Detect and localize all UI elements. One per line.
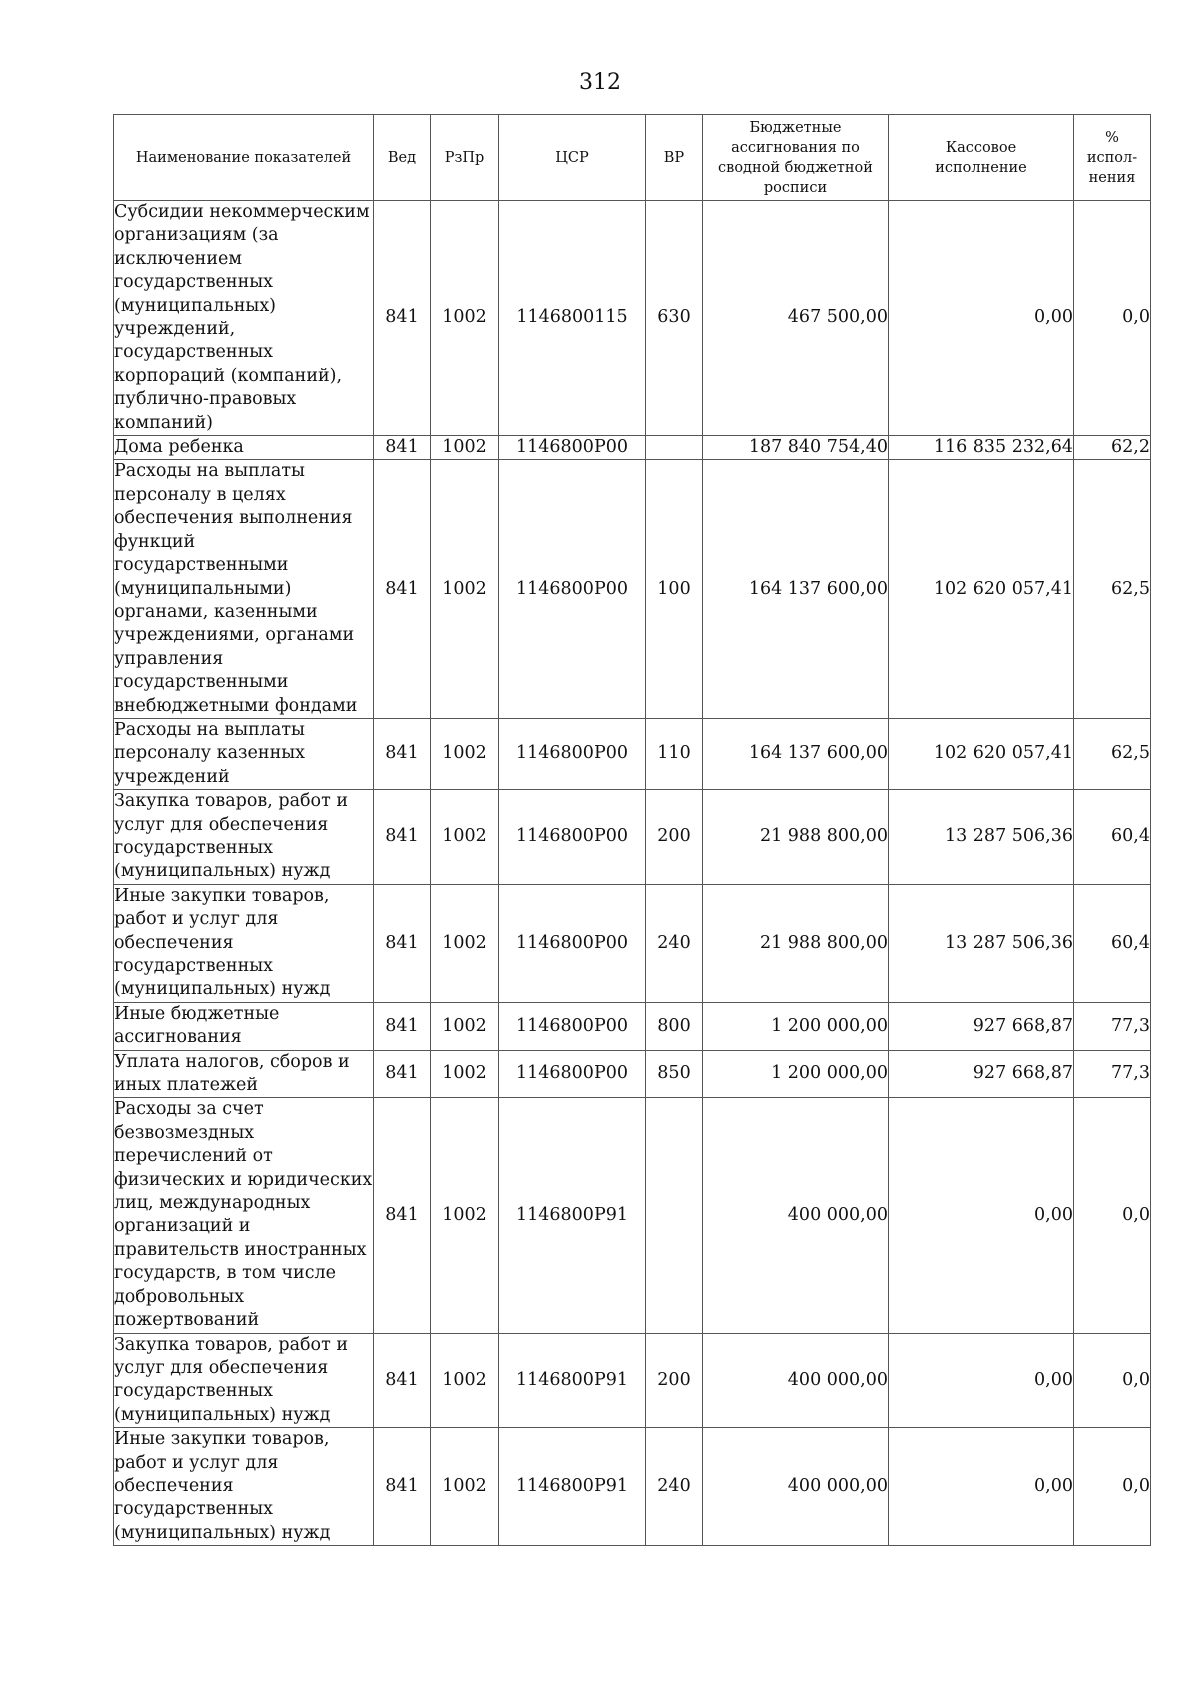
cell-vr: 200 (646, 1333, 703, 1428)
budget-execution-table (113, 114, 1151, 1546)
cell-rzpr: 1002 (431, 436, 499, 460)
table-row (114, 436, 1151, 460)
cell-rzpr: 1002 (431, 460, 499, 718)
cell-ved: 841 (374, 1002, 431, 1050)
cell-ved: 841 (374, 718, 431, 789)
cell-ved: 841 (374, 436, 431, 460)
cell-rzpr: 1002 (431, 1428, 499, 1546)
table-row (114, 718, 1151, 789)
cell-assigned: 187 840 754,40 (703, 436, 889, 460)
header-rzpr: РзПр (431, 115, 499, 201)
cell-vr (646, 1098, 703, 1333)
cell-ved: 841 (374, 1333, 431, 1428)
cell-executed: 0,00 (889, 1428, 1074, 1546)
cell-percent: 0,0 (1074, 1098, 1151, 1333)
table-row (114, 790, 1151, 885)
cell-rzpr: 1002 (431, 1098, 499, 1333)
cell-csr: 1146800115 (499, 201, 646, 436)
cell-rzpr: 1002 (431, 1002, 499, 1050)
cell-percent: 0,0 (1074, 201, 1151, 436)
page-number: 312 (579, 70, 621, 95)
cell-percent: 77,3 (1074, 1050, 1151, 1098)
table-row (114, 1050, 1151, 1098)
cell-assigned: 21 988 800,00 (703, 884, 889, 1002)
cell-csr: 1146800Р91 (499, 1428, 646, 1546)
cell-vr: 200 (646, 790, 703, 885)
table-row (114, 1002, 1151, 1050)
cell-name: Расходы за счет безвозмездных перечислений от физических и юридических лиц, международных организаций и правительств иностранных государств, в том числе добровольных пожертвований (114, 1098, 374, 1333)
cell-assigned: 467 500,00 (703, 201, 889, 436)
cell-rzpr: 1002 (431, 884, 499, 1002)
table-header (114, 115, 1151, 201)
cell-assigned: 1 200 000,00 (703, 1002, 889, 1050)
cell-vr: 630 (646, 201, 703, 436)
cell-executed: 0,00 (889, 1098, 1074, 1333)
cell-executed: 13 287 506,36 (889, 790, 1074, 885)
cell-name: Расходы на выплаты персоналу в целях обеспечения выполнения функций государственными (муниципальными) органами, казенными учреждениями, органами управления государственными внебюджетными фондами (114, 460, 374, 718)
cell-csr: 1146800Р00 (499, 718, 646, 789)
cell-percent: 62,2 (1074, 436, 1151, 460)
cell-assigned: 1 200 000,00 (703, 1050, 889, 1098)
cell-ved: 841 (374, 790, 431, 885)
header-executed: Кассовое исполнение (889, 115, 1074, 201)
cell-csr: 1146800Р00 (499, 436, 646, 460)
table-row (114, 1428, 1151, 1546)
cell-rzpr: 1002 (431, 201, 499, 436)
cell-csr: 1146800Р00 (499, 1050, 646, 1098)
header-assigned: Бюджетные ассигнования по сводной бюджетной росписи (703, 115, 889, 201)
cell-csr: 1146800Р00 (499, 460, 646, 718)
header-vr: ВР (646, 115, 703, 201)
cell-vr (646, 436, 703, 460)
cell-percent: 60,4 (1074, 790, 1151, 885)
cell-ved: 841 (374, 1428, 431, 1546)
cell-percent: 0,0 (1074, 1333, 1151, 1428)
cell-ved: 841 (374, 460, 431, 718)
cell-assigned: 400 000,00 (703, 1428, 889, 1546)
table-body (114, 201, 1151, 1546)
cell-name: Расходы на выплаты персоналу казенных учреждений (114, 718, 374, 789)
header-name: Наименование показателей (114, 115, 374, 201)
cell-csr: 1146800Р00 (499, 884, 646, 1002)
cell-csr: 1146800Р91 (499, 1098, 646, 1333)
cell-assigned: 400 000,00 (703, 1333, 889, 1428)
table-row (114, 1333, 1151, 1428)
cell-name: Дома ребенка (114, 436, 374, 460)
cell-vr: 100 (646, 460, 703, 718)
cell-csr: 1146800Р91 (499, 1333, 646, 1428)
cell-csr: 1146800Р00 (499, 1002, 646, 1050)
table-row (114, 201, 1151, 436)
cell-rzpr: 1002 (431, 790, 499, 885)
cell-vr: 800 (646, 1002, 703, 1050)
header-row (114, 115, 1151, 201)
header-ved: Вед (374, 115, 431, 201)
cell-percent: 77,3 (1074, 1002, 1151, 1050)
cell-vr: 110 (646, 718, 703, 789)
cell-name: Субсидии некоммерческим организациям (за исключением государственных (муниципальных) учреждений, государственных корпораций (компаний), публично-правовых компаний) (114, 201, 374, 436)
cell-assigned: 21 988 800,00 (703, 790, 889, 885)
cell-vr: 850 (646, 1050, 703, 1098)
cell-vr: 240 (646, 1428, 703, 1546)
cell-executed: 0,00 (889, 201, 1074, 436)
cell-ved: 841 (374, 201, 431, 436)
cell-percent: 62,5 (1074, 460, 1151, 718)
cell-ved: 841 (374, 884, 431, 1002)
cell-executed: 116 835 232,64 (889, 436, 1074, 460)
header-percent: % испол-нения (1074, 115, 1151, 201)
cell-percent: 0,0 (1074, 1428, 1151, 1546)
cell-name: Иные закупки товаров, работ и услуг для обеспечения государственных (муниципальных) нужд (114, 1428, 374, 1546)
cell-assigned: 400 000,00 (703, 1098, 889, 1333)
cell-ved: 841 (374, 1098, 431, 1333)
cell-vr: 240 (646, 884, 703, 1002)
cell-name: Иные закупки товаров, работ и услуг для обеспечения государственных (муниципальных) нужд (114, 884, 374, 1002)
header-csr: ЦСР (499, 115, 646, 201)
cell-rzpr: 1002 (431, 1050, 499, 1098)
cell-name: Иные бюджетные ассигнования (114, 1002, 374, 1050)
cell-executed: 927 668,87 (889, 1050, 1074, 1098)
table-row (114, 1098, 1151, 1333)
cell-rzpr: 1002 (431, 1333, 499, 1428)
cell-executed: 0,00 (889, 1333, 1074, 1428)
cell-name: Уплата налогов, сборов и иных платежей (114, 1050, 374, 1098)
cell-executed: 927 668,87 (889, 1002, 1074, 1050)
cell-executed: 102 620 057,41 (889, 718, 1074, 789)
cell-rzpr: 1002 (431, 718, 499, 789)
cell-percent: 62,5 (1074, 718, 1151, 789)
table-row (114, 460, 1151, 718)
cell-name: Закупка товаров, работ и услуг для обеспечения государственных (муниципальных) нужд (114, 1333, 374, 1428)
table-row (114, 884, 1151, 1002)
cell-assigned: 164 137 600,00 (703, 460, 889, 718)
cell-executed: 102 620 057,41 (889, 460, 1074, 718)
cell-name: Закупка товаров, работ и услуг для обеспечения государственных (муниципальных) нужд (114, 790, 374, 885)
cell-ved: 841 (374, 1050, 431, 1098)
cell-assigned: 164 137 600,00 (703, 718, 889, 789)
cell-csr: 1146800Р00 (499, 790, 646, 885)
cell-executed: 13 287 506,36 (889, 884, 1074, 1002)
cell-percent: 60,4 (1074, 884, 1151, 1002)
